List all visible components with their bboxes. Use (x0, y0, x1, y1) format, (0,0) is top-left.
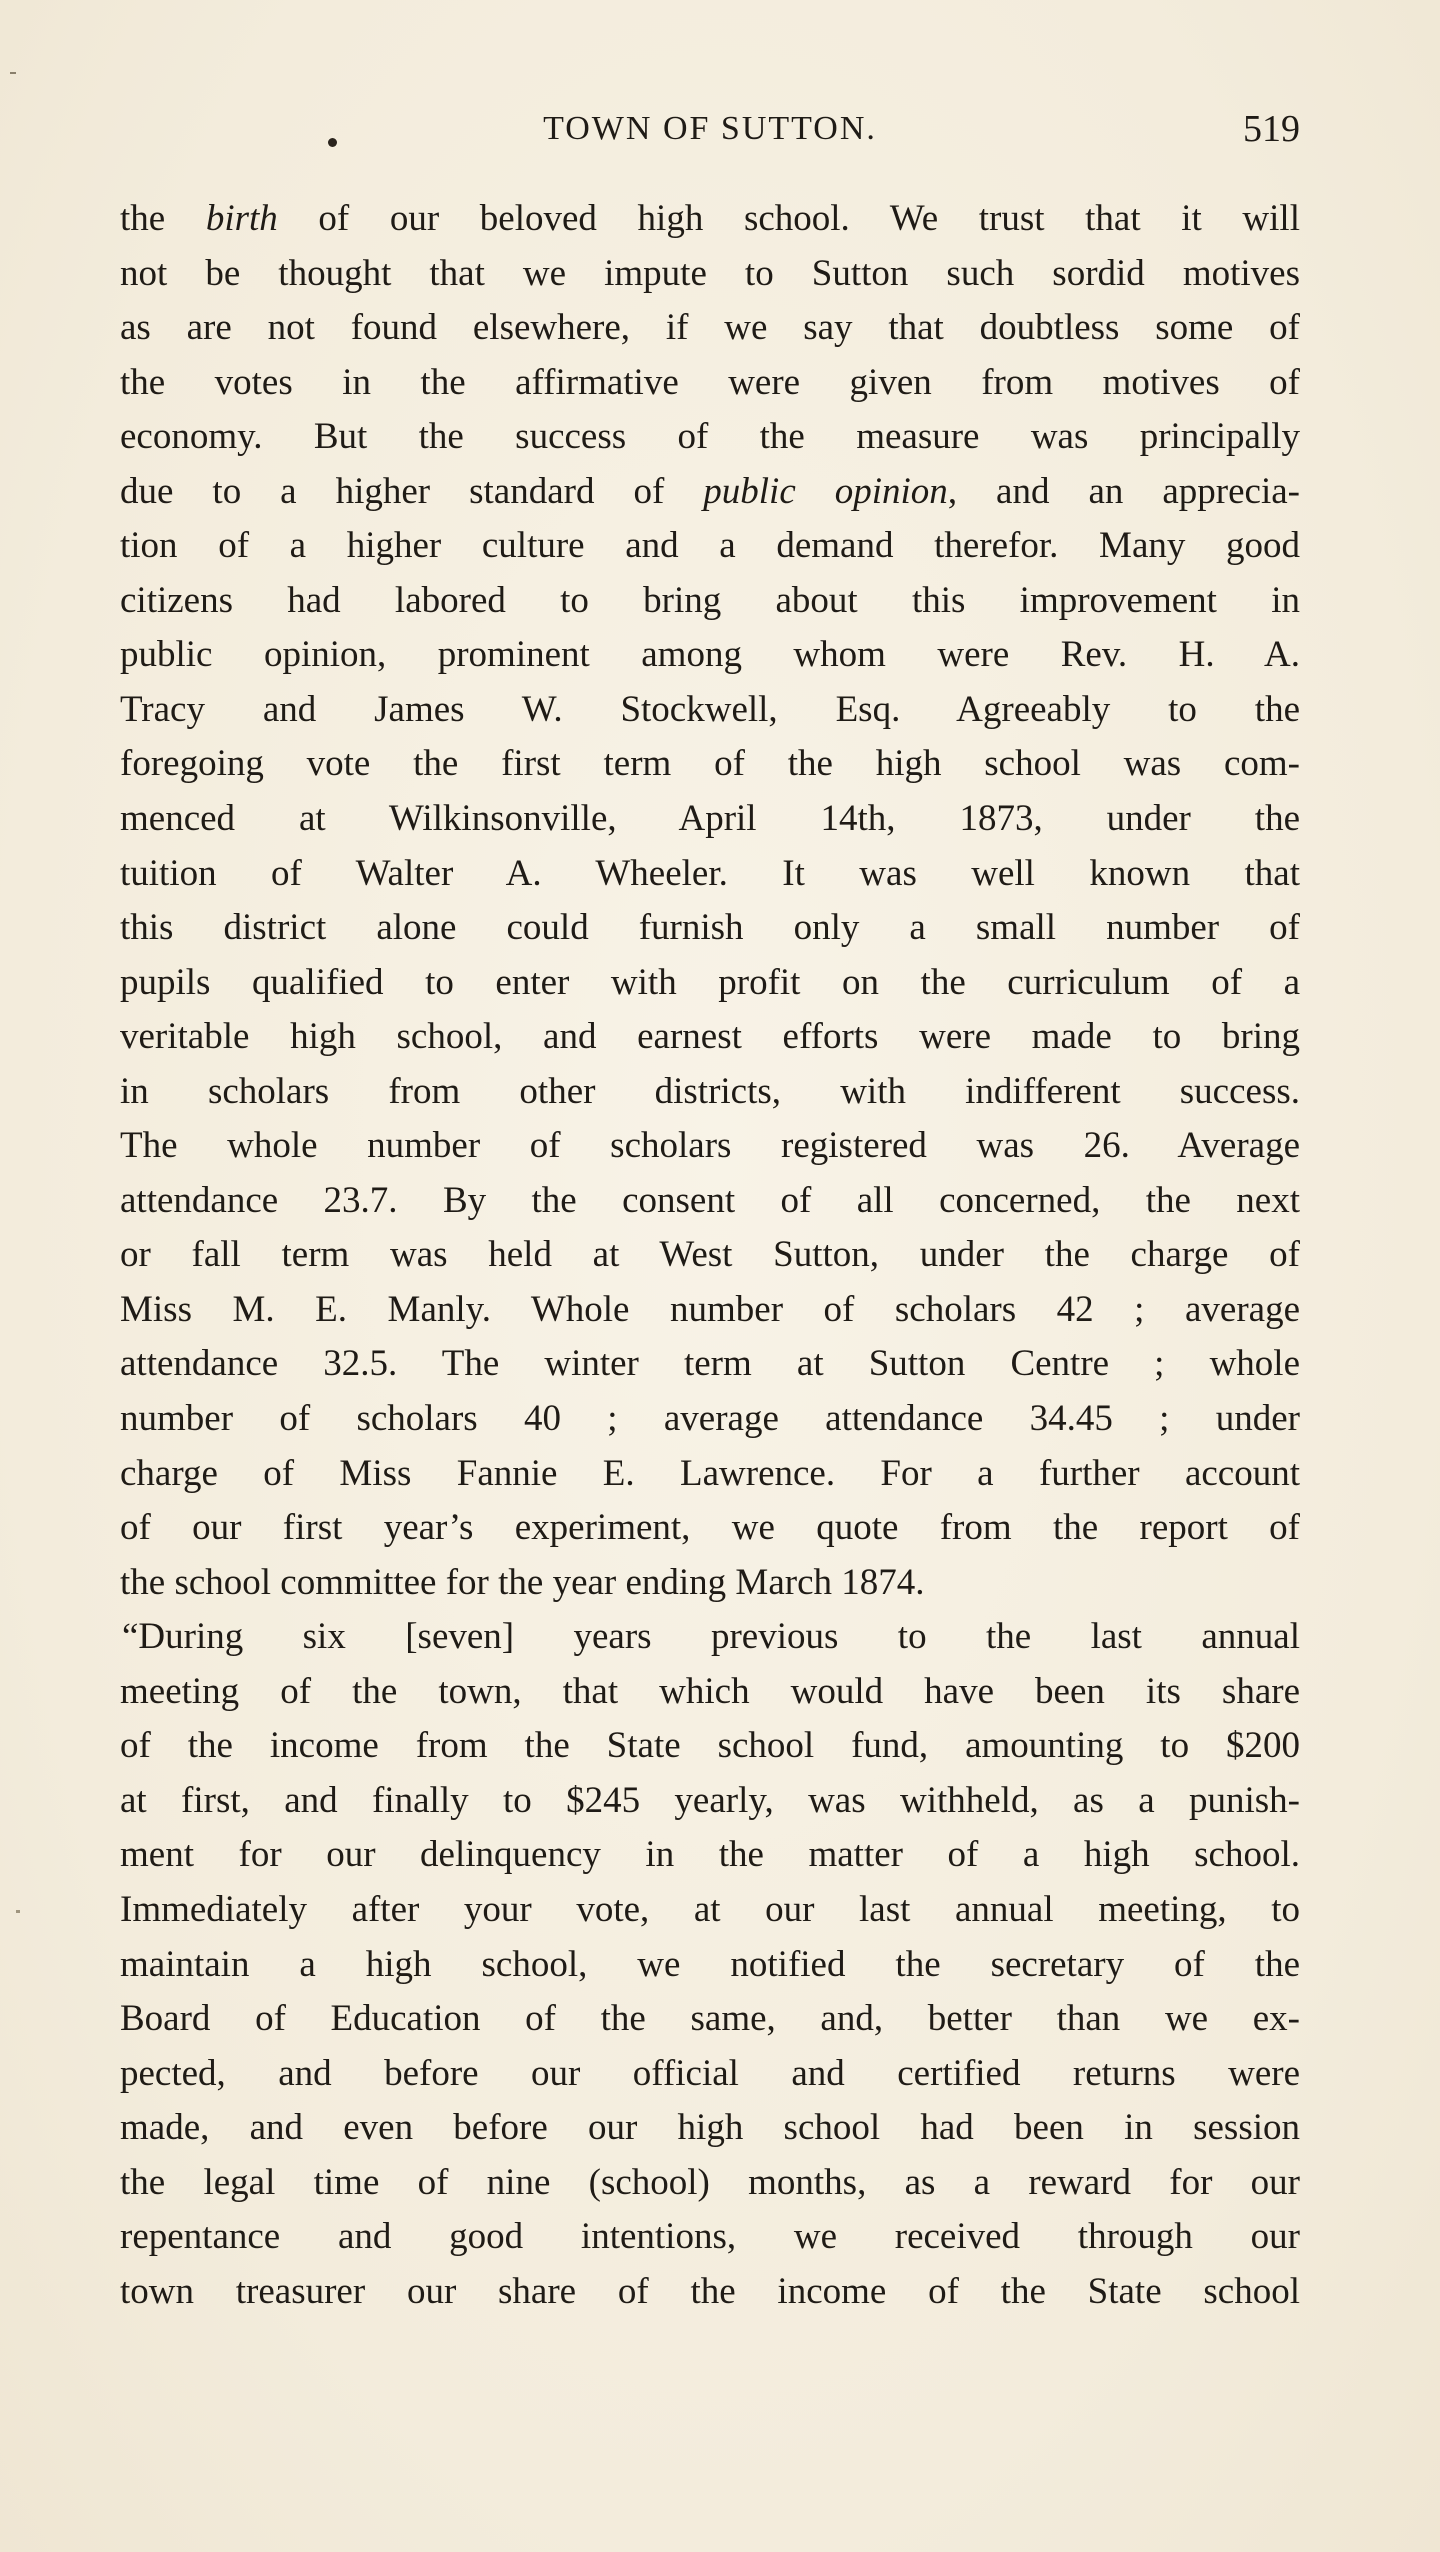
text-line: meeting of the town, that which would have been its share (120, 1670, 1300, 1712)
text-line: Board of Education of the same, and, better than we ex- (120, 1998, 1300, 2040)
text-line: town treasurer our share of the income of the State school (120, 2270, 1300, 2312)
italic-text: birth (205, 198, 278, 239)
text-line: foregoing vote the first term of the high school was com- (120, 743, 1300, 785)
text-line (120, 465, 1300, 520)
text-line: number of scholars 40 ; average attendance 34.45 ; under (120, 1398, 1300, 1440)
text-line: as are not found elsewhere, if we say that doubtless some of (120, 307, 1300, 349)
running-head (120, 104, 1300, 154)
text-line: the legal time of nine (school) months, as a reward for our (120, 2161, 1300, 2203)
page-number: 519 (1243, 108, 1300, 150)
text-line: the votes in the affirmative were given from motives of (120, 361, 1300, 403)
text-line: repentance and good intentions, we received through our (120, 2216, 1300, 2258)
text-line: tuition of Walter A. Wheeler. It was well known that (120, 852, 1300, 894)
text-run: due to a higher standard of (120, 470, 704, 512)
text-line: Tracy and James W. Stockwell, Esq. Agreeably to the (120, 688, 1300, 730)
text-line: menced at Wilkinsonville, April 14th, 1873, under the (120, 798, 1300, 840)
text-line: made, and even before our high school had been in session (120, 2107, 1300, 2149)
text-line: pected, and before our official and certified returns were (120, 2052, 1300, 2094)
text-line: or fall term was held at West Sutton, under the charge of (120, 1234, 1300, 1276)
text-line: attendance 23.7. By the consent of all concerned, the next (120, 1179, 1300, 1221)
text-line: Immediately after your vote, at our last annual meeting, to (120, 1888, 1300, 1930)
page-title: TOWN OF SUTTON. (543, 110, 877, 147)
scan-speck (10, 72, 16, 74)
text-line: charge of Miss Fannie E. Lawrence. For a further account (120, 1452, 1300, 1494)
text-line: economy. But the success of the measure was principally (120, 416, 1300, 458)
text-line: maintain a high school, we notified the secretary of the (120, 1943, 1300, 1985)
text-line: of the income from the State school fund, amounting to $200 (120, 1725, 1300, 1767)
text-run: the (120, 198, 206, 239)
text-line: pupils qualified to enter with profit on the curriculum of a (120, 961, 1300, 1003)
text-line: ment for our delinquency in the matter of a high school. (120, 1834, 1300, 1876)
text-run: , and an apprecia- (947, 470, 1300, 512)
text-line: not be thought that we impute to Sutton such sordid motives (120, 252, 1300, 294)
text-line: citizens had labored to bring about this improvement in (120, 579, 1300, 621)
text-line: at first, and finally to $245 yearly, was withheld, as a punish- (120, 1779, 1300, 1821)
text-line: attendance 32.5. The winter term at Sutton Centre ; whole (120, 1343, 1300, 1385)
scan-speck (16, 1910, 20, 1913)
text-line: The whole number of scholars registered was 26. Average (120, 1125, 1300, 1167)
text-line (120, 192, 1300, 247)
text-line: the school committee for the year ending March 1874. (120, 1561, 925, 1603)
text-line: in scholars from other districts, with indifferent success. (120, 1070, 1300, 1112)
text-line: tion of a higher culture and a demand therefor. Many good (120, 525, 1300, 567)
text-line: this district alone could furnish only a small number of (120, 907, 1300, 949)
body-text (120, 192, 1300, 2319)
text-line: Miss M. E. Manly. Whole number of scholars 42 ; average (120, 1288, 1300, 1330)
text-line: “During six [seven] years previous to the last annual (122, 1616, 1300, 1658)
text-run: of our beloved high school. We trust that it will (277, 198, 1300, 239)
text-line: of our first year’s experiment, we quote from the report of (120, 1507, 1300, 1549)
text-line: veritable high school, and earnest efforts were made to bring (120, 1016, 1300, 1058)
text-line: public opinion, prominent among whom were Rev. H. A. (120, 634, 1300, 676)
italic-text: public opinion (703, 470, 948, 512)
